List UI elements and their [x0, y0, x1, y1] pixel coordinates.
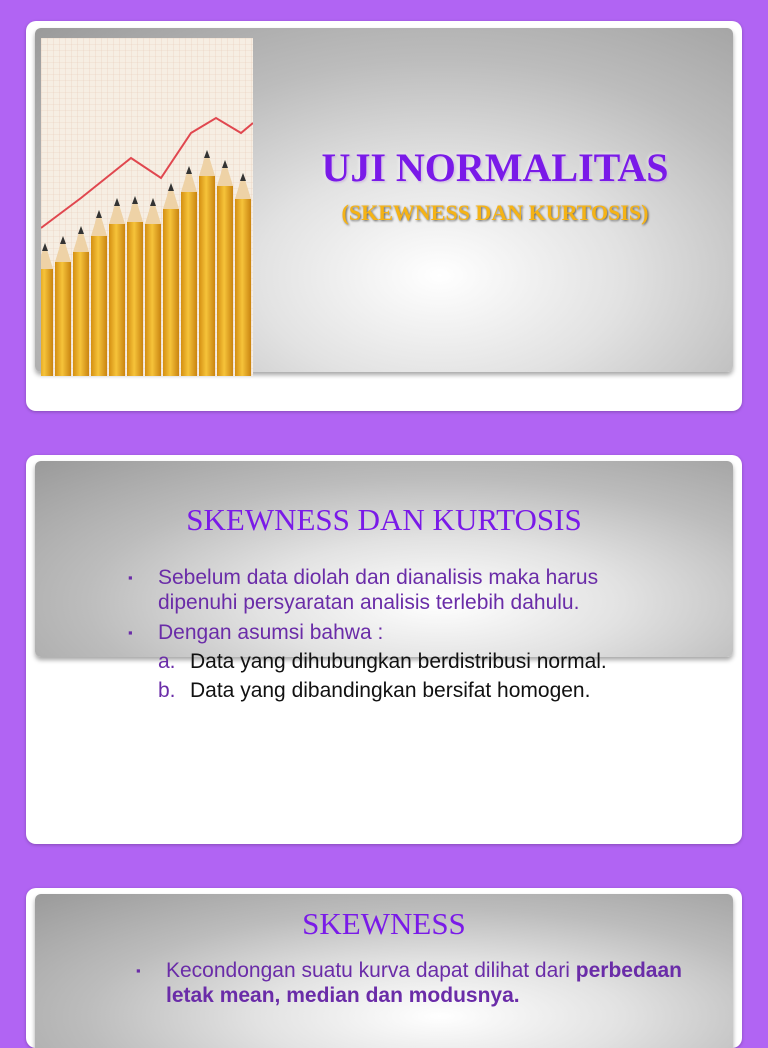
bullet-square-icon: ▪ [128, 625, 133, 640]
slide-3-bullet [136, 958, 686, 1008]
assumption-letter: a. [158, 650, 176, 673]
bullet-text: Kecondongan suatu kurva dapat dilihat dari [166, 959, 570, 982]
slide-2-bullet-list [128, 565, 678, 707]
slide-1-title-block [275, 146, 715, 228]
bullet-square-icon: ▪ [136, 963, 141, 978]
slide-3 [26, 888, 742, 1048]
pencil-body [91, 236, 107, 376]
pencil-body [235, 199, 251, 376]
slide-1-title: UJI NORMALITAS [321, 145, 669, 190]
pencils-graph-image [41, 38, 253, 376]
slide-1 [26, 21, 742, 411]
bullet-item [128, 620, 678, 703]
pencil-body [55, 262, 71, 376]
slide-3-title: SKEWNESS [302, 906, 466, 941]
slide-1-subtitle: (SKEWNESS DAN KURTOSIS) [341, 200, 649, 225]
bullet-text: Dengan asumsi bahwa : [158, 621, 384, 644]
bullet-square-icon: ▪ [128, 570, 133, 585]
assumption-text: Data yang dihubungkan berdistribusi normal. [190, 650, 607, 673]
slide-1-panel [35, 28, 733, 372]
assumption-letter: b. [158, 679, 176, 702]
assumption-item [158, 678, 678, 703]
pencil-body [41, 269, 53, 376]
assumption-item [158, 649, 678, 674]
bullet-item [128, 565, 678, 615]
pencil-body [163, 209, 179, 376]
pencil-body [217, 186, 233, 376]
pencil-body [127, 222, 143, 376]
assumption-text: Data yang dibandingkan bersifat homogen. [190, 679, 591, 702]
assumption-list [158, 649, 678, 703]
pencil-body [181, 192, 197, 376]
bullet-text: Sebelum data diolah dan dianalisis maka harus dipenuhi persyaratan analisis terlebih dahulu. [158, 566, 599, 614]
pencil-body [73, 252, 89, 376]
slide-2 [26, 455, 742, 844]
pencil-body [145, 224, 161, 376]
bullet-bold-text: perbedaan letak mean, median dan modusnya. [166, 959, 682, 1007]
pencil-body [109, 224, 125, 376]
pencil-body [199, 176, 215, 376]
slide-2-title: SKEWNESS DAN KURTOSIS [186, 502, 582, 537]
